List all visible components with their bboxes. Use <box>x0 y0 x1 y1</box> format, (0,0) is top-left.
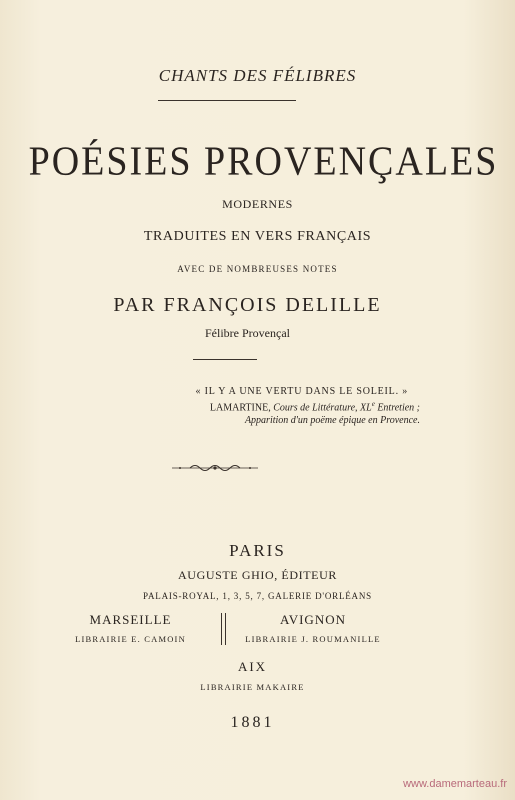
imprint-marseille <box>48 612 213 644</box>
author-rule <box>193 359 257 360</box>
epigraph-work-tail: Entretien ; <box>377 402 420 414</box>
imprint-aix-city: AIX <box>237 659 268 674</box>
imprint-address: PALAIS-ROYAL, 1, 3, 5, 7, GALERIE D'ORLÉANS <box>143 591 372 601</box>
epigraph-author: LAMARTINE, <box>209 402 271 414</box>
imprint-right-library: LIBRAIRIE J. ROUMANILLE <box>245 634 381 644</box>
series-rule <box>158 100 296 101</box>
watermark: www.damemarteau.fr <box>403 778 507 790</box>
publication-year: 1881 <box>230 714 275 731</box>
epigraph-quote: « IL Y A UNE VERTU DANS LE SOLEIL. » <box>195 386 408 397</box>
main-title: POÉSIES PROVENÇALES <box>28 139 499 185</box>
subtitle-notes: AVEC DE NOMBREUSES NOTES <box>177 264 338 274</box>
epigraph-work-sup: e <box>371 400 375 408</box>
imprint-column-divider <box>221 613 226 645</box>
author-role: Félibre Provençal <box>205 326 290 340</box>
subtitle-traduites: TRADUITES EN VERS FRANÇAIS <box>143 229 372 244</box>
imprint-publisher: AUGUSTE GHIO, ÉDITEUR <box>178 568 337 582</box>
author-line: PAR FRANÇOIS DELILLE <box>113 294 382 316</box>
imprint-avignon <box>228 612 398 644</box>
epigraph-line3: Apparition d'un poëme épique en Provence. <box>244 415 420 427</box>
imprint-city: PARIS <box>229 541 286 560</box>
imprint-left-city: MARSEILLE <box>89 612 172 627</box>
imprint-aix-library: LIBRAIRIE MAKAIRE <box>200 682 305 692</box>
epigraph-work: Cours de Littérature, XL <box>273 402 372 414</box>
series-title: CHANTS DES FÉLIBRES <box>158 66 357 85</box>
imprint-right-city: AVIGNON <box>280 612 346 627</box>
imprint-left-library: LIBRAIRIE E. CAMOIN <box>75 634 186 644</box>
ornament-divider <box>170 462 260 474</box>
epigraph-source <box>160 398 420 414</box>
subtitle-modernes: MODERNES <box>222 197 293 211</box>
epigraph <box>160 385 420 427</box>
